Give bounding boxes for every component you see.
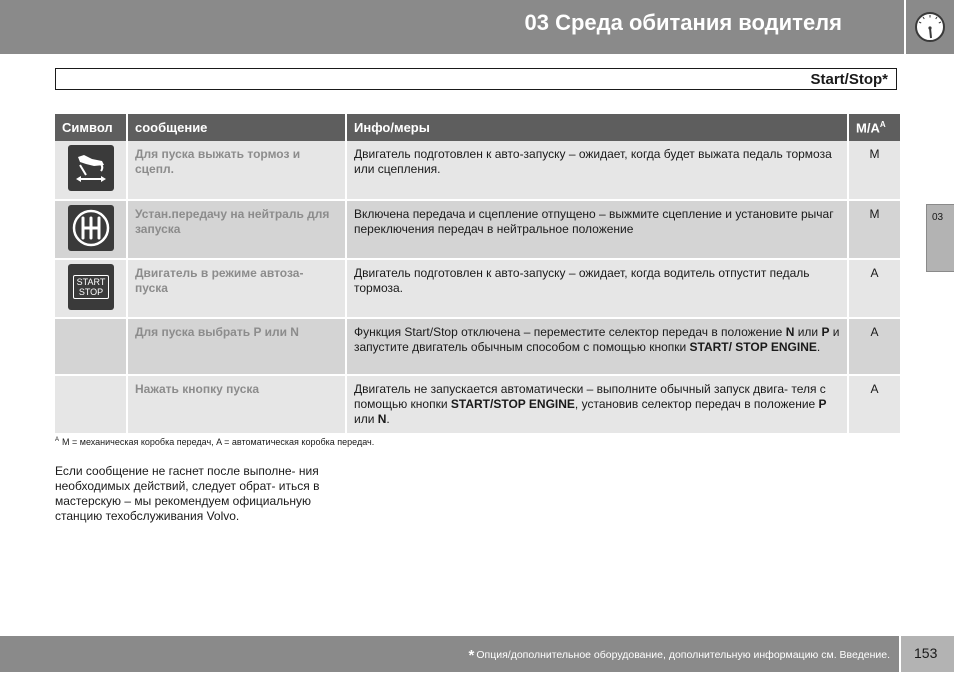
info-text-run: Двигатель подготовлен к авто-запуску – ожидает, когда будет выжата педаль тормоза или сцепления. — [354, 147, 832, 176]
info-bold-run: N — [785, 325, 795, 339]
info-text-run: Включена передача и сцепление отпущено – выжмите сцепление и установите рычаг переключения передач в нейтральное положение — [354, 207, 834, 236]
message-cell: Для пуска выбрать P или N — [127, 318, 346, 375]
symbol-cell — [55, 375, 127, 434]
message-cell: Для пуска выжать тормоз и сцепл. — [127, 141, 346, 200]
info-text-run: Двигатель подготовлен к авто-запуску – ожидает, когда водитель отпустит педаль тормоза. — [354, 266, 810, 295]
chapter-side-tab[interactable] — [926, 204, 954, 272]
foot-pedals-icon — [68, 145, 114, 191]
info-text-run: . — [386, 412, 390, 426]
message-cell: Нажать кнопку пуска — [127, 375, 346, 434]
chapter-title: 03 Среда обитания водителя — [524, 10, 842, 35]
info-text-run: или — [354, 412, 378, 426]
info-text-run: Функция Start/Stop отключена – переместите селектор передач в положение — [354, 325, 786, 339]
footnote — [55, 437, 374, 447]
table-row — [55, 200, 900, 259]
start-stop-icon-text-stop: STOP — [78, 287, 104, 297]
table-row — [55, 318, 900, 375]
section-title: Start/Stop* — [810, 71, 888, 88]
table-header-row — [55, 114, 900, 141]
info-bold-run: P — [821, 325, 830, 339]
ma-cell: A — [848, 375, 900, 434]
info-bold-run: START/ STOP ENGINE — [689, 340, 817, 354]
header-band — [0, 0, 904, 54]
info-text-run: и запустите двигатель обычным способом с помощью кнопки — [354, 325, 840, 354]
message-cell: Устан.передачу на нейтраль для запуска — [127, 200, 346, 259]
message-cell: Двигатель в режиме автоза- пуска — [127, 259, 346, 318]
start-stop-icon — [68, 264, 114, 310]
chapter-side-tab-label: 03 — [932, 212, 944, 223]
ma-cell: M — [848, 200, 900, 259]
info-text-run: . — [816, 340, 821, 354]
symbol-cell — [55, 318, 127, 375]
footer-band — [0, 636, 899, 672]
gauge-icon-box — [906, 0, 954, 54]
section-bar — [55, 68, 897, 90]
header-ma: $M/A^A$ — [848, 114, 900, 141]
header-info: Инфо/меры — [346, 114, 848, 141]
header-symbol: Символ — [55, 114, 127, 141]
symbol-cell — [55, 259, 127, 318]
info-text-run: или — [794, 325, 822, 339]
info-text-run: , установив селектор передач в положение — [574, 397, 819, 411]
ma-cell: A — [848, 259, 900, 318]
ma-cell: A — [848, 318, 900, 375]
info-bold-run: P — [818, 397, 827, 411]
gear-neutral-icon — [68, 205, 114, 251]
footer-star: * — [468, 647, 475, 664]
table-row — [55, 375, 900, 434]
info-cell — [346, 318, 848, 375]
body-paragraph: Если сообщение не гаснет после выполне- ния необходимых действий, следует обрат- иться в мастерскую – мы рекомендуем официальную станцию техобслуживания Volvo. — [55, 464, 320, 523]
symbol-cell — [55, 200, 127, 259]
info-cell — [346, 141, 848, 200]
info-cell — [346, 259, 848, 318]
table-row — [55, 259, 900, 318]
info-bold-run: N — [377, 412, 387, 426]
info-cell — [346, 200, 848, 259]
header-message: сообщение — [127, 114, 346, 141]
messages-table — [55, 114, 900, 435]
footnote-marker: A — [55, 437, 60, 443]
info-cell — [346, 375, 848, 434]
info-text-run: Двигатель не запускается автоматически – выполните обычный запуск двига- теля с помощью кнопки — [354, 382, 826, 411]
footnote-text: M = механическая коробка передач, A = автоматическая коробка передач. — [62, 437, 375, 447]
page-number: 153 — [914, 645, 938, 661]
footer-note — [469, 647, 890, 664]
info-bold-run: START/STOP ENGINE — [450, 397, 575, 411]
start-stop-icon-text-start: START — [76, 277, 106, 287]
footer-note-text: Опция/дополнительное оборудование, дополнительную информацию см. Введение. — [476, 649, 890, 661]
symbol-cell — [55, 141, 127, 200]
gauge-icon — [914, 11, 946, 43]
ma-cell: M — [848, 141, 900, 200]
table-row — [55, 141, 900, 200]
page-number-box — [901, 636, 954, 672]
